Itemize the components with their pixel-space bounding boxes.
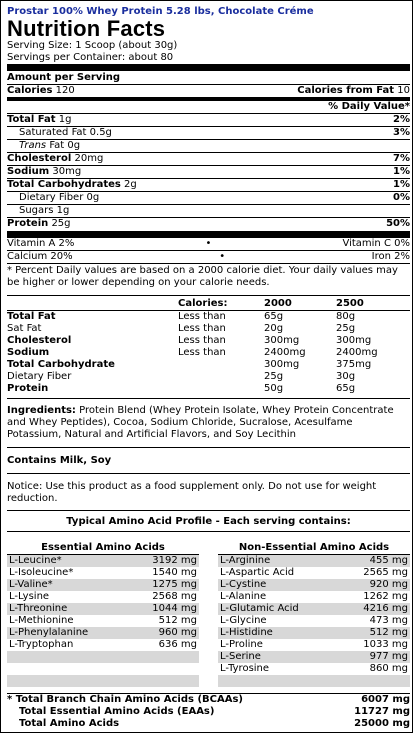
amino-row: L-Aspartic Acid 2565 mg (220, 567, 408, 578)
daily-value-table: Calories: 2000 2500 Total Fat Less than 65g 80g Sat Fat Less than 20g 25g Cholesterol Less than 300mg 300mg Sodium Less than 2400mg 2400mg Total Carbohydrate 300mg 375mg Dietary Fiber 25g 30g Protein 50g 65g (7, 298, 410, 395)
notice: Notice: Use this product as a food supplement only. Do not use for weight reduction. (7, 481, 377, 504)
amino-row (218, 675, 410, 687)
amino-profile (7, 542, 410, 687)
amino-row: L-Tryptophan 636 mg (9, 639, 197, 650)
amino-row: L-Histidine 512 mg (220, 627, 408, 638)
amino-title: Typical Amino Acid Profile - Each serving contains: (66, 516, 351, 527)
amino-row: L-Isoleucine* 1540 mg (9, 567, 197, 578)
amino-row: L-Valine* 1275 mg (9, 579, 197, 590)
nutrient-row: Sodium 30mg 1% (7, 166, 410, 177)
amino-row (7, 651, 199, 663)
amino-row: L-Glycine 473 mg (220, 615, 408, 626)
amino-row: L-Glutamic Acid 4216 mg (220, 603, 408, 614)
amino-row: L-Alanine 1262 mg (220, 591, 408, 602)
calories-value: 120 (55, 85, 75, 96)
amino-row: L-Phenylalanine 960 mg (9, 627, 197, 638)
product-header: Prostar 100% Whey Protein 5.28 lbs, Chocolate Créme (7, 6, 314, 17)
essential-amino-column (7, 542, 199, 687)
amino-row: L-Lysine 2568 mg (9, 591, 197, 602)
nonessential-heading: Non-Essential Amino Acids (218, 542, 410, 555)
nutrient-row: Dietary Fiber 0g 0% (19, 192, 410, 203)
nutrition-facts-title: Nutrition Facts (7, 16, 166, 41)
footnote: * Percent Daily values are based on a 2000 calorie diet. Your daily values may be higher or lower depending on your calorie needs. (7, 265, 398, 288)
calories-label: Calories (7, 85, 53, 96)
essential-heading: Essential Amino Acids (7, 542, 199, 555)
amino-row: L-Serine 977 mg (220, 651, 408, 662)
calories-from-fat-label: Calories from Fat (297, 85, 395, 96)
nutrient-row: Cholesterol 20mg 7% (7, 153, 410, 164)
total-row: Total Essential Amino Acids (EAAs) 11727 mg (19, 706, 410, 717)
nutrient-row: Total Fat 1g 2% (7, 114, 410, 125)
amino-row: L-Threonine 1044 mg (9, 603, 197, 614)
amino-row: L-Arginine 455 mg (220, 555, 408, 566)
amino-row: L-Proline 1033 mg (220, 639, 408, 650)
allergen-statement: Contains Milk, Soy (7, 455, 112, 466)
total-row: Total Amino Acids 25000 mg (19, 718, 410, 729)
servings-per-container: Servings per Container: about 80 (7, 52, 174, 63)
calories-from-fat-value: 10 (397, 85, 410, 96)
serving-size: Serving Size: 1 Scoop (about 30g) (7, 40, 178, 51)
amino-row: L-Cystine 920 mg (220, 579, 408, 590)
amino-row: L-Methionine 512 mg (9, 615, 197, 626)
nutrient-row: Total Carbohydrates 2g 1% (7, 179, 410, 190)
divider-thick (7, 64, 410, 71)
amino-row: L-Leucine* 3192 mg (9, 555, 197, 566)
nutrient-row: Protein 25g 50% (7, 218, 410, 229)
amino-row (7, 675, 199, 687)
nonessential-amino-column (218, 542, 410, 687)
amount-per-serving: Amount per Serving (7, 72, 121, 83)
nutrient-row: Sugars 1g (19, 205, 70, 216)
vitamin-row: Vitamin A 2% • Vitamin C 0% (7, 238, 410, 249)
amino-row: L-Tyrosine 860 mg (220, 663, 408, 674)
vitamin-row: Calcium 20% • Iron 2% (7, 251, 410, 262)
nutrient-row: Saturated Fat 0.5g 3% (19, 127, 410, 138)
total-row: * Total Branch Chain Amino Acids (BCAAs) 6007 mg (7, 694, 410, 705)
daily-value-heading: % Daily Value* (328, 101, 410, 112)
calories-row (7, 85, 410, 97)
nutrient-row: Trans Fat 0g (19, 140, 81, 151)
ingredients: Ingredients: Protein Blend (Whey Protein Isolate, Whey Protein Concentrate and Whey Peptides), Cocoa, Sodium Chloride, Sucralose, Acesulfame Potassium, Natural and Artificial Flavors, and Soy Lecithin (7, 405, 394, 440)
amino-row (7, 663, 199, 675)
